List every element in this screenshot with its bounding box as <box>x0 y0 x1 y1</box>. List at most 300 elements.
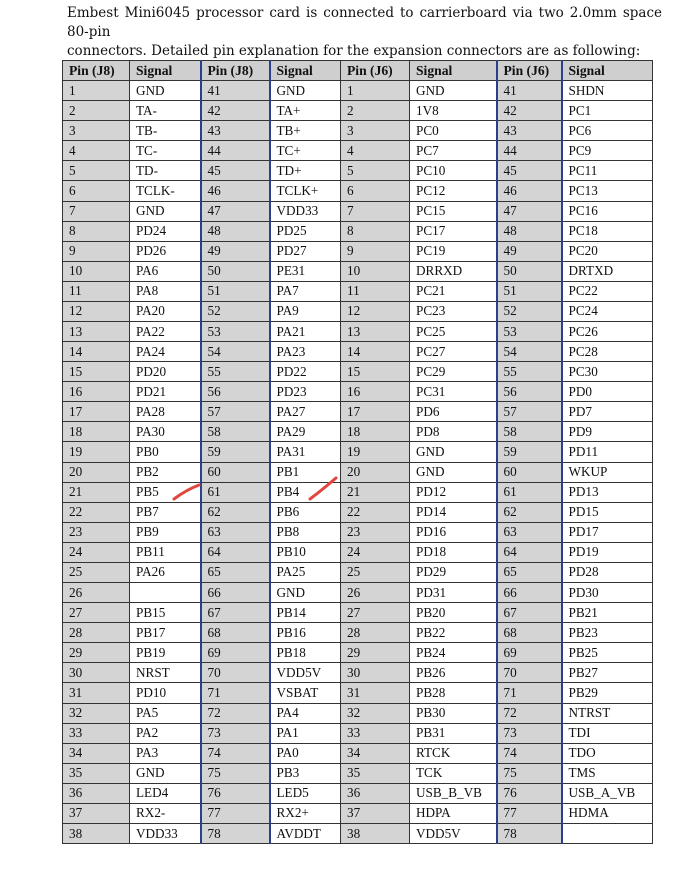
intro-line-1: Embest Mini6045 processor card is connected to carrierboard via two 2.0mm space 80-pin <box>67 5 662 40</box>
cell-pin-j8-b: 66 <box>201 583 270 603</box>
cell-signal-j6-a: PB26 <box>410 663 497 683</box>
cell-pin-j6-a: 34 <box>341 743 410 763</box>
cell-signal-j8-b: PB1 <box>270 462 341 482</box>
cell-pin-j8-a: 28 <box>63 623 130 643</box>
cell-signal-j6-a: PC29 <box>410 362 497 382</box>
cell-signal-j6-a: PB28 <box>410 683 497 703</box>
cell-signal-j8-a: PB19 <box>130 643 201 663</box>
cell-pin-j6-b: 58 <box>497 422 562 442</box>
cell-pin-j8-b: 72 <box>201 703 270 723</box>
table-row <box>63 161 653 181</box>
cell-signal-j8-b: PA21 <box>270 322 341 342</box>
table-row <box>63 562 653 582</box>
cell-pin-j6-b: 43 <box>497 121 562 141</box>
table-row <box>63 583 653 603</box>
cell-pin-j6-a: 19 <box>341 442 410 462</box>
cell-signal-j8-b: PA7 <box>270 281 341 301</box>
cell-signal-j8-a: LED4 <box>130 783 201 803</box>
cell-pin-j8-b: 54 <box>201 342 270 362</box>
cell-signal-j6-a: GND <box>410 81 497 101</box>
cell-pin-j6-b: 66 <box>497 583 562 603</box>
cell-pin-j8-a: 32 <box>63 703 130 723</box>
table-row <box>63 101 653 121</box>
cell-signal-j6-b: WKUP <box>562 462 653 482</box>
cell-signal-j8-b: PA1 <box>270 723 341 743</box>
cell-signal-j8-b: PD25 <box>270 221 341 241</box>
cell-pin-j8-a: 11 <box>63 281 130 301</box>
cell-pin-j8-a: 35 <box>63 763 130 783</box>
cell-signal-j6-b: PC11 <box>562 161 653 181</box>
cell-pin-j6-b: 51 <box>497 281 562 301</box>
cell-signal-j8-b: GND <box>270 81 341 101</box>
cell-pin-j8-b: 77 <box>201 803 270 823</box>
table-row <box>63 342 653 362</box>
cell-signal-j8-a: TA- <box>130 101 201 121</box>
cell-signal-j8-a: PB7 <box>130 502 201 522</box>
header-pin-j6-b: Pin (J6) <box>497 61 562 81</box>
cell-pin-j8-a: 29 <box>63 643 130 663</box>
cell-signal-j6-b: PC24 <box>562 301 653 321</box>
cell-signal-j6-b: PC22 <box>562 281 653 301</box>
cell-signal-j8-a: PD24 <box>130 221 201 241</box>
cell-pin-j8-b: 50 <box>201 261 270 281</box>
cell-signal-j8-a: PA26 <box>130 562 201 582</box>
cell-signal-j8-b: PB3 <box>270 763 341 783</box>
cell-signal-j6-a: PC15 <box>410 201 497 221</box>
cell-pin-j8-a: 19 <box>63 442 130 462</box>
cell-pin-j8-a: 10 <box>63 261 130 281</box>
cell-signal-j8-a: PA28 <box>130 402 201 422</box>
cell-pin-j8-b: 65 <box>201 562 270 582</box>
cell-pin-j8-b: 41 <box>201 81 270 101</box>
cell-pin-j8-b: 61 <box>201 482 270 502</box>
table-row <box>63 623 653 643</box>
cell-pin-j8-b: 55 <box>201 362 270 382</box>
table-row <box>63 743 653 763</box>
cell-pin-j8-b: 48 <box>201 221 270 241</box>
cell-signal-j8-a: GND <box>130 763 201 783</box>
cell-pin-j6-a: 13 <box>341 322 410 342</box>
cell-pin-j6-b: 47 <box>497 201 562 221</box>
cell-signal-j8-b: PA25 <box>270 562 341 582</box>
cell-signal-j6-b: PD0 <box>562 382 653 402</box>
cell-signal-j8-a: PA6 <box>130 261 201 281</box>
cell-pin-j6-b: 45 <box>497 161 562 181</box>
cell-pin-j6-a: 31 <box>341 683 410 703</box>
cell-signal-j8-b: PB18 <box>270 643 341 663</box>
cell-signal-j6-a: 1V8 <box>410 101 497 121</box>
cell-signal-j6-a: PD12 <box>410 482 497 502</box>
table-row <box>63 261 653 281</box>
table-row <box>63 81 653 101</box>
cell-signal-j6-a: VDD5V <box>410 823 497 843</box>
cell-signal-j6-b: SHDN <box>562 81 653 101</box>
cell-signal-j8-b: PD22 <box>270 362 341 382</box>
cell-pin-j6-a: 21 <box>341 482 410 502</box>
table-row <box>63 301 653 321</box>
cell-pin-j6-b: 46 <box>497 181 562 201</box>
header-signal-b: Signal <box>270 61 341 81</box>
cell-pin-j8-a: 21 <box>63 482 130 502</box>
cell-signal-j8-a: PA30 <box>130 422 201 442</box>
cell-signal-j6-b: PB25 <box>562 643 653 663</box>
cell-pin-j8-a: 8 <box>63 221 130 241</box>
cell-signal-j6-b: PD15 <box>562 502 653 522</box>
cell-signal-j8-b: GND <box>270 583 341 603</box>
table-row <box>63 763 653 783</box>
cell-signal-j6-a: PC23 <box>410 301 497 321</box>
table-row <box>63 683 653 703</box>
cell-pin-j8-a: 36 <box>63 783 130 803</box>
table-row <box>63 221 653 241</box>
cell-signal-j8-a: GND <box>130 201 201 221</box>
cell-pin-j6-b: 65 <box>497 562 562 582</box>
cell-signal-j6-b: PD30 <box>562 583 653 603</box>
cell-pin-j8-b: 70 <box>201 663 270 683</box>
cell-signal-j6-a: PC21 <box>410 281 497 301</box>
cell-pin-j6-a: 9 <box>341 241 410 261</box>
cell-signal-j6-b: PC6 <box>562 121 653 141</box>
cell-signal-j8-b: PD23 <box>270 382 341 402</box>
table-row <box>63 462 653 482</box>
cell-signal-j8-a: PA20 <box>130 301 201 321</box>
table-row <box>63 141 653 161</box>
table-row <box>63 502 653 522</box>
cell-signal-j6-b <box>562 823 653 843</box>
table-row <box>63 402 653 422</box>
cell-pin-j8-a: 34 <box>63 743 130 763</box>
cell-signal-j6-a: PC31 <box>410 382 497 402</box>
cell-signal-j6-a: PC27 <box>410 342 497 362</box>
cell-signal-j8-a: PA2 <box>130 723 201 743</box>
cell-pin-j8-a: 22 <box>63 502 130 522</box>
cell-signal-j6-a: PD14 <box>410 502 497 522</box>
cell-signal-j6-b: PB29 <box>562 683 653 703</box>
cell-signal-j6-a: GND <box>410 462 497 482</box>
cell-signal-j8-b: RX2+ <box>270 803 341 823</box>
cell-signal-j6-b: PB21 <box>562 603 653 623</box>
cell-pin-j8-b: 74 <box>201 743 270 763</box>
cell-pin-j6-b: 67 <box>497 603 562 623</box>
cell-signal-j6-b: HDMA <box>562 803 653 823</box>
cell-signal-j8-a: PA22 <box>130 322 201 342</box>
cell-pin-j6-a: 38 <box>341 823 410 843</box>
cell-pin-j8-b: 59 <box>201 442 270 462</box>
cell-pin-j6-a: 32 <box>341 703 410 723</box>
cell-signal-j6-a: PC0 <box>410 121 497 141</box>
cell-signal-j8-a: GND <box>130 81 201 101</box>
cell-pin-j6-b: 74 <box>497 743 562 763</box>
table-row <box>63 422 653 442</box>
cell-signal-j6-a: PC25 <box>410 322 497 342</box>
intro-line-2: connectors. Detailed pin explanation for the expansion connectors are as following: <box>67 43 641 59</box>
cell-signal-j8-b: VSBAT <box>270 683 341 703</box>
cell-pin-j8-b: 68 <box>201 623 270 643</box>
cell-pin-j8-a: 15 <box>63 362 130 382</box>
cell-pin-j6-b: 70 <box>497 663 562 683</box>
table-row <box>63 362 653 382</box>
cell-signal-j6-b: PD19 <box>562 542 653 562</box>
cell-pin-j8-b: 78 <box>201 823 270 843</box>
cell-signal-j8-b: VDD5V <box>270 663 341 683</box>
cell-signal-j6-b: PC18 <box>562 221 653 241</box>
table-row <box>63 603 653 623</box>
cell-signal-j8-b: TB+ <box>270 121 341 141</box>
cell-signal-j6-a: PB22 <box>410 623 497 643</box>
cell-pin-j8-b: 67 <box>201 603 270 623</box>
cell-pin-j6-a: 7 <box>341 201 410 221</box>
cell-signal-j8-b: TA+ <box>270 101 341 121</box>
cell-pin-j6-b: 63 <box>497 522 562 542</box>
cell-signal-j8-a: NRST <box>130 663 201 683</box>
cell-pin-j8-a: 23 <box>63 522 130 542</box>
cell-pin-j6-b: 61 <box>497 482 562 502</box>
cell-signal-j8-b: AVDDT <box>270 823 341 843</box>
cell-signal-j6-a: PB24 <box>410 643 497 663</box>
cell-signal-j6-a: TCK <box>410 763 497 783</box>
cell-signal-j8-b: PA23 <box>270 342 341 362</box>
table-row <box>63 783 653 803</box>
cell-pin-j8-b: 51 <box>201 281 270 301</box>
cell-signal-j8-b: LED5 <box>270 783 341 803</box>
cell-signal-j8-b: PD27 <box>270 241 341 261</box>
cell-signal-j6-a: PC10 <box>410 161 497 181</box>
cell-signal-j8-b: PA4 <box>270 703 341 723</box>
table-row <box>63 823 653 843</box>
cell-pin-j8-a: 25 <box>63 562 130 582</box>
cell-signal-j8-a: TC- <box>130 141 201 161</box>
cell-pin-j8-b: 62 <box>201 502 270 522</box>
cell-signal-j6-a: DRRXD <box>410 261 497 281</box>
cell-pin-j8-b: 56 <box>201 382 270 402</box>
intro-paragraph <box>67 4 662 61</box>
cell-signal-j8-a: TD- <box>130 161 201 181</box>
cell-signal-j6-b: PD17 <box>562 522 653 542</box>
cell-pin-j6-a: 14 <box>341 342 410 362</box>
cell-signal-j6-b: PB23 <box>562 623 653 643</box>
cell-signal-j6-b: PC16 <box>562 201 653 221</box>
cell-signal-j6-a: PD31 <box>410 583 497 603</box>
cell-pin-j8-b: 63 <box>201 522 270 542</box>
cell-signal-j6-b: TDO <box>562 743 653 763</box>
cell-signal-j6-a: USB_B_VB <box>410 783 497 803</box>
table-row <box>63 281 653 301</box>
cell-signal-j6-a: RTCK <box>410 743 497 763</box>
cell-signal-j8-b: TCLK+ <box>270 181 341 201</box>
table-row <box>63 522 653 542</box>
cell-pin-j6-b: 57 <box>497 402 562 422</box>
cell-pin-j6-b: 54 <box>497 342 562 362</box>
cell-signal-j6-b: PC30 <box>562 362 653 382</box>
table-row <box>63 181 653 201</box>
cell-pin-j6-b: 42 <box>497 101 562 121</box>
cell-signal-j6-b: DRTXD <box>562 261 653 281</box>
cell-pin-j8-a: 31 <box>63 683 130 703</box>
cell-pin-j8-b: 46 <box>201 181 270 201</box>
cell-signal-j6-a: PD29 <box>410 562 497 582</box>
cell-pin-j6-a: 20 <box>341 462 410 482</box>
cell-pin-j8-a: 14 <box>63 342 130 362</box>
table-row <box>63 322 653 342</box>
table-row <box>63 663 653 683</box>
table-row <box>63 201 653 221</box>
header-signal-a: Signal <box>130 61 201 81</box>
cell-pin-j6-b: 68 <box>497 623 562 643</box>
cell-pin-j6-b: 78 <box>497 823 562 843</box>
cell-signal-j8-a: PB2 <box>130 462 201 482</box>
cell-signal-j8-b: PB4 <box>270 482 341 502</box>
cell-pin-j8-a: 1 <box>63 81 130 101</box>
cell-signal-j6-b: NTRST <box>562 703 653 723</box>
cell-pin-j6-a: 28 <box>341 623 410 643</box>
table-row <box>63 542 653 562</box>
cell-signal-j6-b: PD11 <box>562 442 653 462</box>
cell-pin-j6-a: 23 <box>341 522 410 542</box>
cell-pin-j6-a: 6 <box>341 181 410 201</box>
table-row <box>63 803 653 823</box>
cell-signal-j8-b: PA9 <box>270 301 341 321</box>
cell-pin-j6-a: 1 <box>341 81 410 101</box>
cell-signal-j8-b: VDD33 <box>270 201 341 221</box>
cell-signal-j6-b: PC1 <box>562 101 653 121</box>
cell-pin-j6-a: 33 <box>341 723 410 743</box>
cell-pin-j6-b: 44 <box>497 141 562 161</box>
cell-signal-j6-b: TMS <box>562 763 653 783</box>
cell-pin-j6-a: 5 <box>341 161 410 181</box>
header-row <box>63 61 653 81</box>
cell-pin-j6-b: 64 <box>497 542 562 562</box>
cell-pin-j8-a: 7 <box>63 201 130 221</box>
cell-signal-j6-b: PC20 <box>562 241 653 261</box>
cell-signal-j8-a: PD26 <box>130 241 201 261</box>
cell-signal-j6-a: PC12 <box>410 181 497 201</box>
cell-signal-j8-a: PA24 <box>130 342 201 362</box>
cell-pin-j6-a: 2 <box>341 101 410 121</box>
cell-pin-j8-b: 76 <box>201 783 270 803</box>
cell-pin-j6-b: 50 <box>497 261 562 281</box>
cell-signal-j8-b: PE31 <box>270 261 341 281</box>
cell-pin-j8-a: 5 <box>63 161 130 181</box>
header-pin-j6-a: Pin (J6) <box>341 61 410 81</box>
cell-pin-j6-a: 26 <box>341 583 410 603</box>
cell-pin-j6-a: 24 <box>341 542 410 562</box>
cell-signal-j8-a: TCLK- <box>130 181 201 201</box>
table-row <box>63 643 653 663</box>
cell-pin-j6-a: 29 <box>341 643 410 663</box>
cell-signal-j8-a: PD20 <box>130 362 201 382</box>
cell-pin-j8-b: 69 <box>201 643 270 663</box>
cell-pin-j6-b: 77 <box>497 803 562 823</box>
cell-pin-j8-a: 13 <box>63 322 130 342</box>
cell-pin-j8-a: 12 <box>63 301 130 321</box>
cell-signal-j8-b: PB16 <box>270 623 341 643</box>
cell-signal-j6-a: PD8 <box>410 422 497 442</box>
cell-pin-j8-b: 71 <box>201 683 270 703</box>
cell-pin-j6-a: 12 <box>341 301 410 321</box>
cell-pin-j8-a: 33 <box>63 723 130 743</box>
cell-pin-j6-b: 72 <box>497 703 562 723</box>
cell-signal-j8-b: PB10 <box>270 542 341 562</box>
cell-pin-j6-b: 75 <box>497 763 562 783</box>
cell-pin-j8-a: 3 <box>63 121 130 141</box>
cell-pin-j8-a: 6 <box>63 181 130 201</box>
cell-signal-j6-a: PC19 <box>410 241 497 261</box>
cell-pin-j8-a: 37 <box>63 803 130 823</box>
cell-signal-j8-a: PB15 <box>130 603 201 623</box>
cell-pin-j8-a: 26 <box>63 583 130 603</box>
cell-signal-j6-b: PC13 <box>562 181 653 201</box>
cell-pin-j6-a: 16 <box>341 382 410 402</box>
cell-signal-j6-b: PB27 <box>562 663 653 683</box>
cell-pin-j6-a: 22 <box>341 502 410 522</box>
cell-signal-j6-b: TDI <box>562 723 653 743</box>
cell-pin-j6-b: 48 <box>497 221 562 241</box>
cell-signal-j6-b: PC28 <box>562 342 653 362</box>
cell-pin-j6-a: 27 <box>341 603 410 623</box>
cell-signal-j6-b: PC26 <box>562 322 653 342</box>
cell-signal-j8-a <box>130 583 201 603</box>
table-row <box>63 382 653 402</box>
cell-signal-j8-a: PB0 <box>130 442 201 462</box>
cell-signal-j8-a: PB17 <box>130 623 201 643</box>
cell-pin-j6-a: 37 <box>341 803 410 823</box>
cell-pin-j6-b: 56 <box>497 382 562 402</box>
cell-signal-j8-b: PA29 <box>270 422 341 442</box>
cell-pin-j6-b: 55 <box>497 362 562 382</box>
cell-pin-j8-a: 2 <box>63 101 130 121</box>
cell-signal-j8-b: PB14 <box>270 603 341 623</box>
cell-signal-j6-a: HDPA <box>410 803 497 823</box>
cell-pin-j6-b: 76 <box>497 783 562 803</box>
cell-pin-j6-b: 62 <box>497 502 562 522</box>
cell-pin-j8-b: 49 <box>201 241 270 261</box>
cell-signal-j6-b: PC9 <box>562 141 653 161</box>
header-pin-j8-a: Pin (J8) <box>63 61 130 81</box>
cell-signal-j6-a: PD6 <box>410 402 497 422</box>
cell-pin-j8-a: 16 <box>63 382 130 402</box>
header-signal-d: Signal <box>562 61 653 81</box>
cell-signal-j6-b: PD13 <box>562 482 653 502</box>
cell-signal-j8-a: PA5 <box>130 703 201 723</box>
cell-signal-j8-b: TC+ <box>270 141 341 161</box>
cell-pin-j6-a: 15 <box>341 362 410 382</box>
cell-pin-j6-b: 60 <box>497 462 562 482</box>
cell-pin-j8-b: 45 <box>201 161 270 181</box>
cell-pin-j8-a: 38 <box>63 823 130 843</box>
cell-pin-j6-a: 3 <box>341 121 410 141</box>
cell-signal-j8-b: PA27 <box>270 402 341 422</box>
cell-pin-j8-a: 20 <box>63 462 130 482</box>
cell-pin-j6-a: 11 <box>341 281 410 301</box>
cell-signal-j6-a: PD16 <box>410 522 497 542</box>
cell-signal-j8-b: PA0 <box>270 743 341 763</box>
cell-pin-j6-a: 36 <box>341 783 410 803</box>
cell-pin-j6-b: 53 <box>497 322 562 342</box>
cell-pin-j8-a: 27 <box>63 603 130 623</box>
cell-signal-j8-b: PB8 <box>270 522 341 542</box>
cell-pin-j6-a: 30 <box>341 663 410 683</box>
cell-pin-j8-b: 73 <box>201 723 270 743</box>
cell-pin-j6-a: 4 <box>341 141 410 161</box>
cell-pin-j6-b: 69 <box>497 643 562 663</box>
cell-pin-j6-a: 35 <box>341 763 410 783</box>
cell-signal-j6-a: PB31 <box>410 723 497 743</box>
cell-signal-j6-b: PD7 <box>562 402 653 422</box>
cell-signal-j8-a: PD21 <box>130 382 201 402</box>
cell-pin-j8-b: 47 <box>201 201 270 221</box>
table-row <box>63 703 653 723</box>
cell-signal-j8-a: RX2- <box>130 803 201 823</box>
